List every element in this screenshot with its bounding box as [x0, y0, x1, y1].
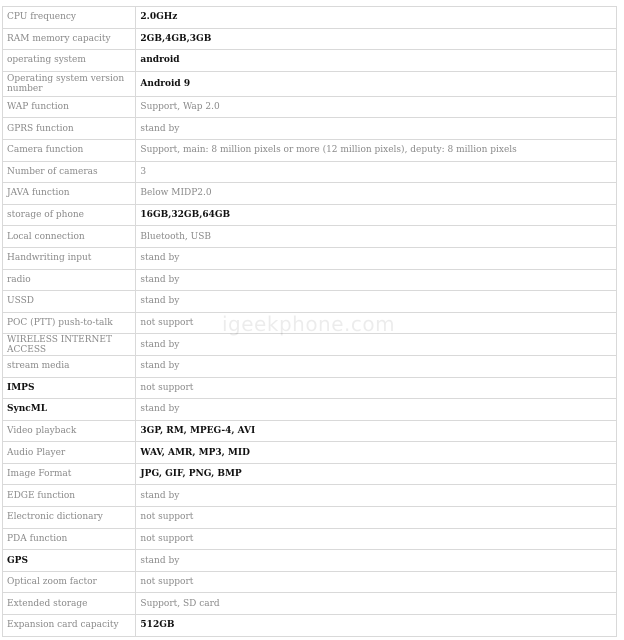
table-row: [3, 507, 617, 529]
table-row: [3, 463, 617, 485]
spec-label: USSD: [3, 291, 136, 313]
spec-value: not support: [136, 507, 617, 529]
spec-label: Number of cameras: [3, 161, 136, 183]
spec-value: not support: [136, 528, 617, 550]
spec-value: 3GP, RM, MPEG-4, AVI: [136, 420, 617, 442]
spec-label: WAP function: [3, 96, 136, 118]
table-row: [3, 161, 617, 183]
spec-value: Bluetooth, USB: [136, 226, 617, 248]
spec-value: Support, main: 8 million pixels or more (12 million pixels), deputy: 8 million pixels: [136, 139, 617, 161]
spec-label: storage of phone: [3, 204, 136, 226]
spec-label: Camera function: [3, 139, 136, 161]
table-row: [3, 183, 617, 205]
spec-label: EDGE function: [3, 485, 136, 507]
spec-value: JPG, GIF, PNG, BMP: [136, 463, 617, 485]
spec-label: stream media: [3, 355, 136, 377]
spec-label: Local connection: [3, 226, 136, 248]
table-row: [3, 334, 617, 356]
spec-label: operating system: [3, 50, 136, 72]
table-row: [3, 442, 617, 464]
table-row: [3, 615, 617, 637]
table-row: [3, 528, 617, 550]
spec-value: 2.0GHz: [136, 7, 617, 29]
table-row: [3, 420, 617, 442]
spec-label: POC (PTT) push-to-talk: [3, 312, 136, 334]
table-row: [3, 247, 617, 269]
table-row: [3, 377, 617, 399]
watermark: igeekphone.com: [222, 312, 396, 336]
spec-value: stand by: [136, 118, 617, 140]
spec-label: Operating system version number: [3, 71, 136, 96]
spec-label: GPS: [3, 550, 136, 572]
specs-table: [2, 6, 617, 637]
table-row: [3, 399, 617, 421]
table-row: [3, 204, 617, 226]
spec-label: Optical zoom factor: [3, 571, 136, 593]
spec-label: Extended storage: [3, 593, 136, 615]
spec-value: not support: [136, 571, 617, 593]
spec-value: WAV, AMR, MP3, MID: [136, 442, 617, 464]
spec-label: radio: [3, 269, 136, 291]
spec-value: Below MIDP2.0: [136, 183, 617, 205]
spec-value: stand by: [136, 247, 617, 269]
spec-label: CPU frequency: [3, 7, 136, 29]
spec-value: stand by: [136, 269, 617, 291]
spec-value: 3: [136, 161, 617, 183]
table-row: [3, 593, 617, 615]
spec-label: Image Format: [3, 463, 136, 485]
spec-value: android: [136, 50, 617, 72]
spec-value: Support, Wap 2.0: [136, 96, 617, 118]
spec-label: Handwriting input: [3, 247, 136, 269]
table-row: [3, 355, 617, 377]
specs-table-body: [3, 7, 617, 637]
table-row: [3, 96, 617, 118]
spec-value: stand by: [136, 355, 617, 377]
spec-value: stand by: [136, 399, 617, 421]
spec-label: WIRELESS INTERNET ACCESS: [3, 334, 136, 356]
spec-value: stand by: [136, 334, 617, 356]
table-row: [3, 71, 617, 96]
table-row: [3, 226, 617, 248]
table-row: [3, 550, 617, 572]
spec-label: Video playback: [3, 420, 136, 442]
spec-label: SyncML: [3, 399, 136, 421]
spec-value: not support: [136, 377, 617, 399]
spec-label: IMPS: [3, 377, 136, 399]
spec-label: Audio Player: [3, 442, 136, 464]
spec-label: RAM memory capacity: [3, 28, 136, 50]
spec-label: PDA function: [3, 528, 136, 550]
spec-value: stand by: [136, 550, 617, 572]
table-row: [3, 50, 617, 72]
spec-value: not support: [136, 312, 617, 334]
spec-value: 2GB,4GB,3GB: [136, 28, 617, 50]
table-row: [3, 312, 617, 334]
table-row: [3, 139, 617, 161]
spec-value: 16GB,32GB,64GB: [136, 204, 617, 226]
spec-value: stand by: [136, 291, 617, 313]
table-row: [3, 269, 617, 291]
table-row: [3, 485, 617, 507]
spec-value: 512GB: [136, 615, 617, 637]
table-row: [3, 571, 617, 593]
spec-value: stand by: [136, 485, 617, 507]
spec-value: Support, SD card: [136, 593, 617, 615]
spec-label: JAVA function: [3, 183, 136, 205]
spec-value: Android 9: [136, 71, 617, 96]
table-row: [3, 7, 617, 29]
table-row: [3, 291, 617, 313]
spec-label: GPRS function: [3, 118, 136, 140]
table-row: [3, 28, 617, 50]
table-row: [3, 118, 617, 140]
spec-label: Expansion card capacity: [3, 615, 136, 637]
spec-label: Electronic dictionary: [3, 507, 136, 529]
